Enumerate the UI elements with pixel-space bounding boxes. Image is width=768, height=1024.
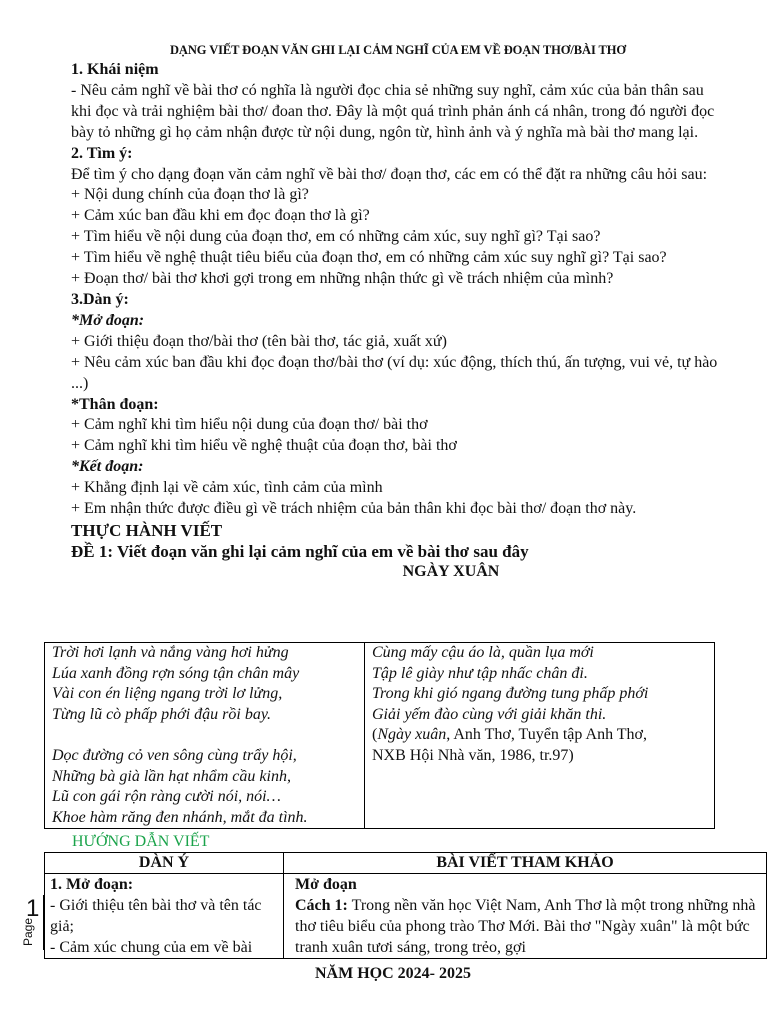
poem-source: (Ngày xuân, Anh Thơ, Tuyển tập Anh Thơ, [372, 726, 648, 744]
poem-line: Giải yếm đào cùng với giải khăn thi. [372, 705, 607, 723]
poem-line: Lũ con gái rộn ràng cười nói, nói… [52, 788, 281, 806]
section-heading-concept: 1. Khái niệm [71, 61, 159, 78]
poem-line: Vài con én liệng ngang trời lơ lửng, [52, 685, 283, 703]
outline-body-item: + Cảm nghĩ khi tìm hiểu về nghệ thuật của đoạn thơ, bài thơ [71, 437, 457, 455]
section-heading-outline: 3.Dàn ý: [71, 290, 129, 308]
section-heading-ideas: 2. Tìm ý: [71, 144, 133, 162]
poem-source-title: Ngày xuân [377, 726, 447, 744]
document-body [71, 60, 721, 581]
poem-line: Tập lê giày như tập nhấc chân đi. [372, 664, 588, 682]
outline-open-item: + Nêu cảm xúc ban đầu khi đọc đoạn thơ/bài thơ (ví dụ: xúc động, thích thú, ấn tượng, vui vẻ, tự hào ...) [71, 353, 718, 392]
poem-right-column [365, 643, 715, 829]
poem-source-publisher: NXB Hội Nhà văn, 1986, tr.97) [372, 746, 574, 764]
poem-line: Cùng mấy cậu áo là, quần lụa mới [372, 644, 594, 661]
poem-line: Khoe hàm răng đen nhánh, mắt đa tình. [52, 808, 308, 826]
outline-cell-line: - Cảm xúc chung của em về bài [50, 939, 253, 956]
practice-heading: THỰC HÀNH VIẾT [71, 520, 223, 540]
outline-body-heading: *Thân đoạn: [71, 395, 159, 413]
outline-open-item: + Giới thiệu đoạn thơ/bài thơ (tên bài thơ, tác giả, xuất xứ) [71, 332, 447, 350]
concept-paragraph: - Nêu cảm nghĩ về bài thơ có nghĩa là người đọc chia sẻ những suy nghĩ, cảm xúc của bản thân sau khi đọc và trải nghiệm bài thơ/ đoan thơ. Đây là một quá trình phản ánh cá nhân, trong đó người đọc bày tỏ những gì họ cảm nhận được từ nội dung, ngôn từ, hình ảnh và ý nghĩa mà bài thơ mang lại. [71, 81, 715, 141]
poem-source-rest: , Anh Thơ, Tuyển tập Anh Thơ, [446, 726, 648, 744]
reference-cell-heading: Mở đoạn [295, 876, 357, 893]
ideas-item: + Tìm hiểu về nghệ thuật tiêu biểu của đoạn thơ, em có những cảm xúc suy nghĩ gì? Tại sao? [71, 249, 667, 267]
poem-table [44, 642, 715, 829]
page-number-mark [21, 895, 44, 951]
reference-cell-text: Cách 1: Trong nền văn học Việt Nam, Anh Thơ là một trong những nhà thơ tiêu biểu của phong trào Thơ Mới. Bài thơ "Ngày xuân" là một bức tranh xuân tươi sáng, trong trẻo, gợi [295, 897, 756, 956]
outline-cell-heading: 1. Mở đoạn: [50, 876, 134, 893]
outline-cell-line: - Giới thiệu tên bài thơ và tên tác giả; [50, 897, 262, 935]
poem-line: Trong khi gió ngang đường tung phấp phới [372, 685, 649, 703]
poem-left-column [45, 643, 365, 829]
poem-line: Những bà già lần hạt nhẩm cầu kinh, [52, 767, 291, 785]
outline-body-item: + Cảm nghĩ khi tìm hiểu nội dung của đoạn thơ/ bài thơ [71, 416, 428, 434]
outline-column-header: DÀN Ý [45, 853, 284, 874]
outline-close-heading: *Kết đoạn: [71, 458, 144, 476]
outline-table [44, 852, 767, 959]
poem-line: Từng lũ cò phấp phới đậu rồi bay. [52, 705, 272, 723]
poem-line: Lúa xanh đồng rợn sóng tận chân mây [52, 664, 300, 682]
school-year-footer: NĂM HỌC 2024- 2025 [315, 965, 471, 982]
outline-open-heading: *Mở đoạn: [71, 311, 145, 329]
ideas-item: + Đoạn thơ/ bài thơ khơi gợi trong em những nhận thức gì về trách nhiệm của mình? [71, 270, 614, 288]
page-label: Page [21, 917, 36, 947]
page-number: 1 [26, 895, 40, 922]
ideas-item: + Tìm hiểu về nội dung của đoạn thơ, em có những cảm xúc, suy nghĩ gì? Tại sao? [71, 228, 601, 246]
outline-close-item: + Khẳng định lại về cảm xúc, tình cảm của mình [71, 479, 383, 497]
reference-column-header: BÀI VIẾT THAM KHẢO [284, 853, 767, 874]
poem-line: Trời hơi lạnh và nắng vàng hơi hửng [52, 644, 289, 661]
ideas-item: + Nội dung chính của đoạn thơ là gì? [71, 186, 309, 204]
outline-cell [45, 874, 284, 959]
poem-title: NGÀY XUÂN [402, 562, 500, 580]
document-title: DẠNG VIẾT ĐOẠN VĂN GHI LẠI CẢM NGHĨ CỦA EM VỀ ĐOẠN THƠ/BÀI THƠ [169, 43, 627, 57]
poem-line: Dọc đường cỏ ven sông cùng trẩy hội, [52, 746, 297, 764]
ideas-item: + Cảm xúc ban đầu khi em đọc đoạn thơ là gì? [71, 207, 370, 225]
outline-close-item: + Em nhận thức được điều gì về trách nhiệm của bản thân khi đọc bài thơ/ đoạn thơ này. [71, 500, 637, 518]
reference-method-label: Cách 1: [295, 897, 348, 914]
writing-guide-label: HƯỚNG DẪN VIẾT [72, 833, 210, 850]
reference-cell [284, 874, 767, 959]
exercise-prompt: ĐỀ 1: Viết đoạn văn ghi lại cảm nghĩ của em về bài thơ sau đây [71, 541, 529, 561]
ideas-intro: Để tìm ý cho dạng đoạn văn cảm nghĩ về bài thơ/ đoạn thơ, các em có thể đặt ra những câu hỏi sau: [71, 165, 708, 183]
